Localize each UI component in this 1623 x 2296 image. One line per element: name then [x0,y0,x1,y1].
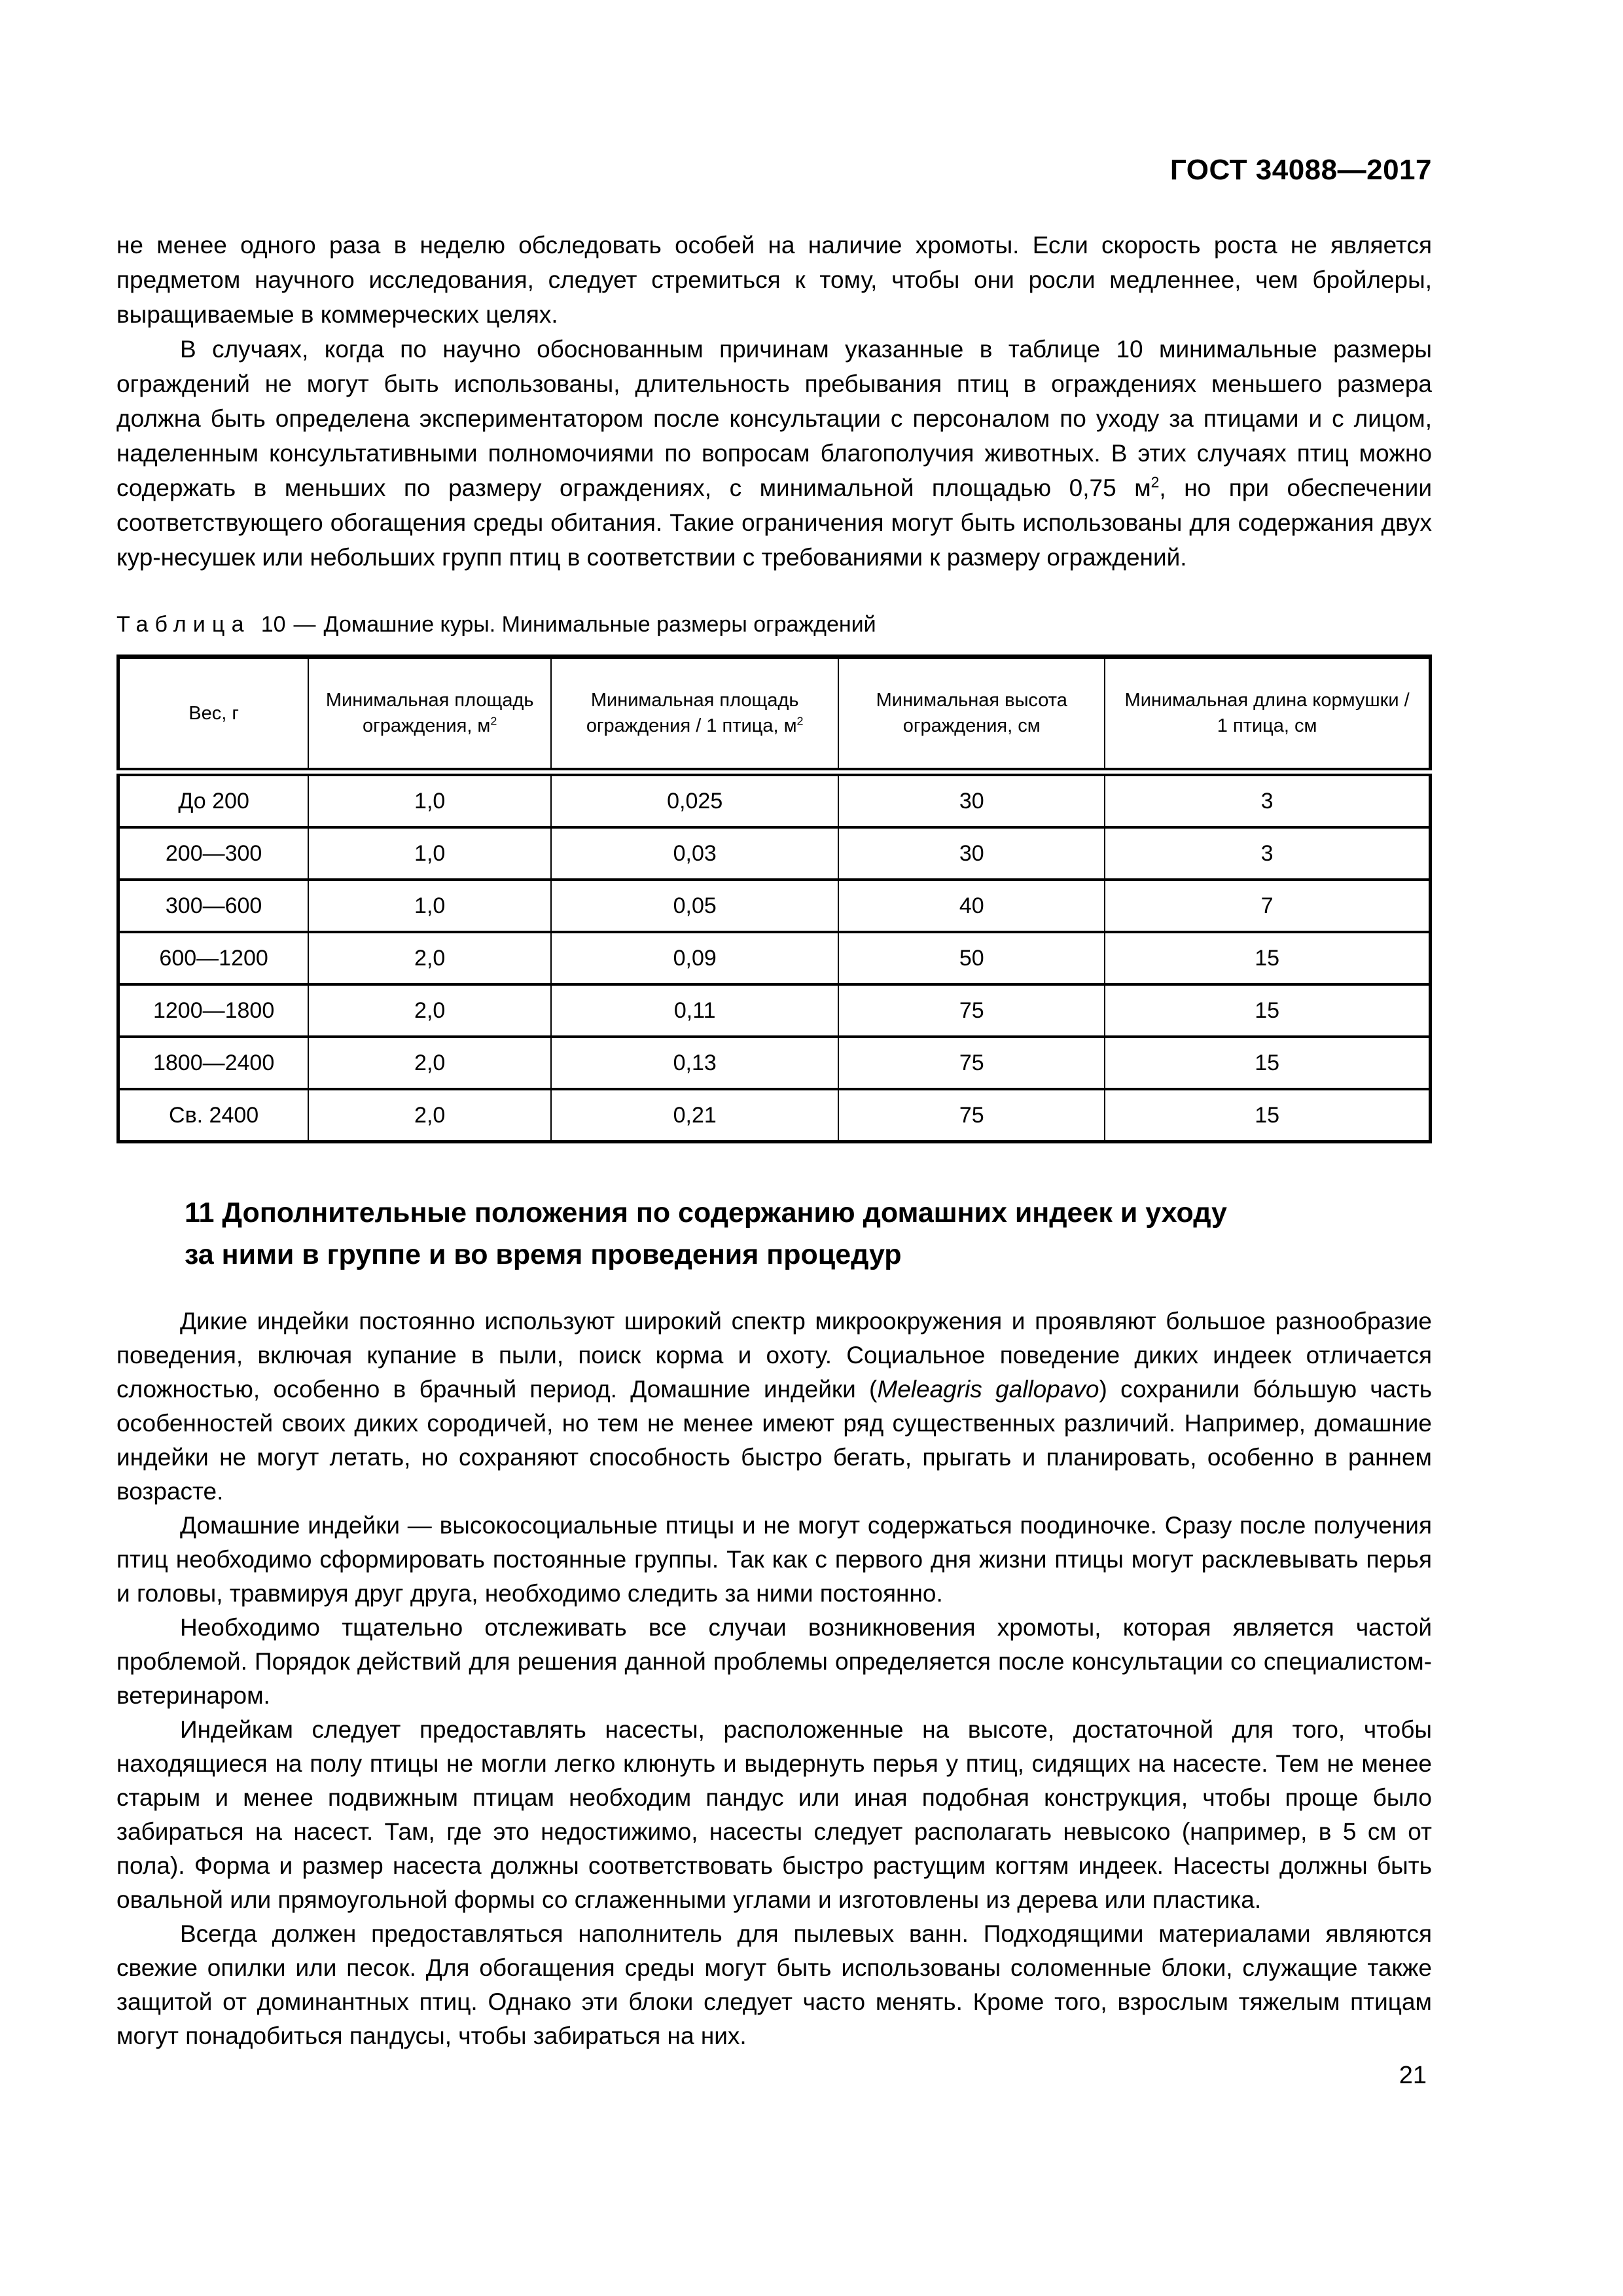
column-header-min-area: Минимальная площадь ограждения, $м^2$ [308,657,551,772]
table-cell: 200—300 [118,827,309,880]
table-row [118,880,1431,932]
table-caption-dash: — [293,612,316,637]
table-cell: 0,05 [551,880,838,932]
table-body [118,772,1431,1142]
table-cell: 75 [838,984,1105,1037]
table-cell: 50 [838,932,1105,984]
page-number: 21 [1399,2062,1427,2089]
table-header-row [118,657,1431,772]
table-caption-title: Домашние куры. Минимальные размеры ограждений [323,612,876,637]
section-heading: 11 Дополнительные положения по содержанию домашних индеек и уходу за ними в группе и во время проведения процедур [185,1197,1227,1270]
enclosure-size-table [116,655,1432,1143]
table-cell: 75 [838,1037,1105,1089]
running-header: ГОСТ 34088—2017 [1169,154,1432,186]
table-cell: 3 [1105,772,1430,828]
paragraph: Всегда должен предоставляться наполнитель для пылевых ванн. Подходящими материалами являются свежие опилки или песок. Для обогащения среды могут быть использованы соломенные блоки, служащие также защитой от доминантных птиц. Однако эти блоки следует часто менять. Кроме того, взрослым тяжелым птицам могут понадобиться пандусы, чтобы забираться на них. [116,1920,1432,2049]
table-cell: Св. 2400 [118,1089,309,1142]
table-cell: 0,11 [551,984,838,1037]
section-text-block [116,1304,1432,2053]
table-cell: 1,0 [308,880,551,932]
table-cell: 1800—2400 [118,1037,309,1089]
table-cell: 0,03 [551,827,838,880]
column-header-weight: Вес, г [118,657,309,772]
table-row [118,772,1431,828]
table-cell: 0,025 [551,772,838,828]
table-row [118,932,1431,984]
table-cell: 3 [1105,827,1430,880]
table-caption [116,611,1432,637]
table-cell: 1200—1800 [118,984,309,1037]
table-row [118,1089,1431,1142]
table-cell: 600—1200 [118,932,309,984]
table-cell: 0,13 [551,1037,838,1089]
table-cell: 2,0 [308,932,551,984]
paragraph: Необходимо тщательно отслеживать все случаи возникновения хромоты, которая является частой проблемой. Порядок действий для решения данной проблемы определяется после консультации со специалистом-ветеринаром. [116,1614,1432,1709]
table-cell: 1,0 [308,827,551,880]
table-cell: 2,0 [308,1037,551,1089]
table-cell: 15 [1105,984,1430,1037]
paragraph: Индейкам следует предоставлять насесты, расположенные на высоте, достаточной для того, чтобы находящиеся на полу птицы не могли легко клюнуть и выдернуть перья у птиц, сидящих на насесте. Тем не менее старым и менее подвижным птицам необходим пандус или иная подобная конструкция, чтобы проще было забираться на насест. Там, где это недостижимо, насесты следует располагать невысоко (например, в 5 см от пола). Форма и размер насеста должны соответствовать быстро растущим когтям индеек. Насесты должны быть овальной или прямоугольной формы со сглаженными углами и изготовлены из дерева или пластика. [116,1716,1432,1913]
table-cell: 40 [838,880,1105,932]
table-caption-number: 10 [260,612,286,637]
intro-text-block [116,228,1432,575]
paragraph: Домашние индейки — высокосоциальные птицы и не могут содержаться поодиночке. Сразу после получения птиц необходимо сформировать постоянные группы. Так как с первого дня жизни птицы могут расклевывать перья и головы, травмируя друг друга, необходимо следить за ними постоянно. [116,1512,1432,1607]
table-cell: 15 [1105,1037,1430,1089]
table-cell: 7 [1105,880,1430,932]
paragraph: не менее одного раза в неделю обследовать особей на наличие хромоты. Если скорость роста не является предметом научного исследования, следует стремиться к тому, чтобы они росли медленнее, чем бройлеры, выращиваемые в коммерческих целях. [116,232,1432,328]
table-cell: 15 [1105,1089,1430,1142]
table-cell: 30 [838,772,1105,828]
table-cell: 2,0 [308,984,551,1037]
table-cell: 75 [838,1089,1105,1142]
table-cell: 30 [838,827,1105,880]
table-cell: 300—600 [118,880,309,932]
table-cell: 0,09 [551,932,838,984]
table-cell: 0,21 [551,1089,838,1142]
paragraph: В случаях, когда по научно обоснованным причинам указанные в таблице 10 минимальные размеры ограждений не могут быть использованы, длительность пребывания птиц в ограждениях меньшего размера должна быть определена экспериментатором после консультации с персоналом по уходу за птицами и с лицом, наделенным консультативными полномочиями по вопросам благополучия животных. В этих случаях птиц можно содержать в меньших по размеру ограждениях, с минимальной площадью 0,75 $м^2$, но при обеспечении соответствующего обогащения среды обитания. Такие ограничения могут быть использованы для содержания двух кур-несушек или небольших групп птиц в соответствии с требованиями к размеру ограждений. [116,336,1432,571]
table-cell: 1,0 [308,772,551,828]
table-cell: 2,0 [308,1089,551,1142]
paragraph: Дикие индейки постоянно используют широкий спектр микроокружения и проявляют большое разнообразие поведения, включая купание в пыли, поиск корма и охоту. Социальное поведение диких индеек отличается сложностью, особенно в брачный период. Домашние индейки (Meleagris gallopavo) сохранили бо́льшую часть особенностей своих диких сородичей, но тем не менее имеют ряд существенных различий. Например, домашние индейки не могут летать, но сохраняют способность быстро бегать, прыгать и планировать, особенно в раннем возрасте. [116,1308,1432,1505]
table-header [118,657,1431,772]
table-caption-label: Таблица [116,612,251,637]
table-row [118,1037,1431,1089]
table-cell: 15 [1105,932,1430,984]
table-cell: До 200 [118,772,309,828]
table-row [118,827,1431,880]
column-header-min-height: Минимальная высота ограждения, см [838,657,1105,772]
column-header-min-feeder-length: Минимальная длина кормушки / 1 птица, см [1105,657,1430,772]
column-header-min-area-per-bird: Минимальная площадь ограждения / 1 птица, $м^2$ [551,657,838,772]
table-row [118,984,1431,1037]
